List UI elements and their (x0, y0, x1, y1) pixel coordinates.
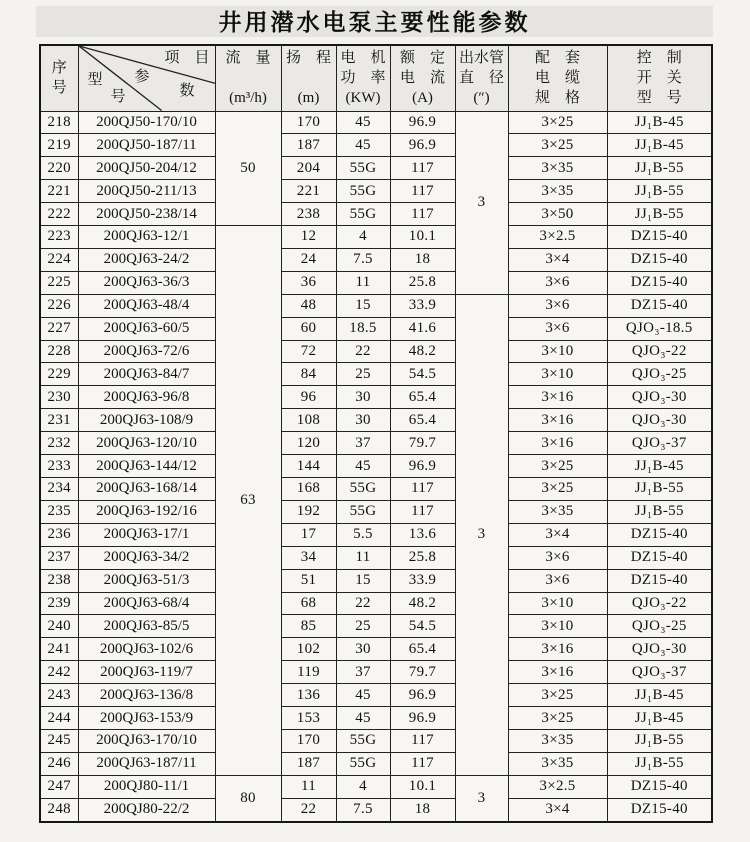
cell-rated-current: 54.5 (390, 363, 455, 386)
cell-model: 200QJ63-12/1 (78, 226, 215, 249)
header-col-outlet (455, 45, 508, 111)
cell-cable-spec: 3×50 (508, 203, 607, 226)
cell-serial: 246 (40, 752, 78, 775)
cell-head: 144 (281, 455, 336, 478)
header-line: 电 机 (340, 50, 386, 67)
cell-serial: 233 (40, 455, 78, 478)
cell-head: 221 (281, 180, 336, 203)
cell-switch-model: JJ₁B-45 (607, 111, 712, 134)
cell-rated-current: 117 (390, 157, 455, 180)
cell-motor-power: 30 (336, 386, 390, 409)
cell-motor-power: 15 (336, 569, 390, 592)
cell-rated-current: 117 (390, 729, 455, 752)
cell-head: 187 (281, 134, 336, 157)
cell-rated-current: 18 (390, 248, 455, 271)
cell-switch-model: DZ15-40 (607, 798, 712, 822)
cell-rated-current: 65.4 (390, 409, 455, 432)
cell-serial: 229 (40, 363, 78, 386)
cell-cable-spec: 3×2.5 (508, 775, 607, 798)
table-row (40, 569, 712, 592)
cell-model: 200QJ50-187/11 (78, 134, 215, 157)
cell-serial: 231 (40, 409, 78, 432)
cell-motor-power: 55G (336, 180, 390, 203)
header-line: 流 量 (225, 50, 271, 67)
cell-switch-model: QJO₃-30 (607, 409, 712, 432)
cell-motor-power: 11 (336, 546, 390, 569)
header-line (216, 68, 281, 88)
header-line: 电 流 (399, 70, 445, 87)
cell-motor-power: 45 (336, 111, 390, 134)
cell-model: 200QJ63-187/11 (78, 752, 215, 775)
cell-rated-current: 96.9 (390, 111, 455, 134)
cell-model: 200QJ63-144/12 (78, 455, 215, 478)
table-row (40, 180, 712, 203)
header-line (282, 68, 336, 88)
table-row (40, 546, 712, 569)
cell-motor-power: 25 (336, 363, 390, 386)
cell-head: 85 (281, 615, 336, 638)
cell-rated-current: 96.9 (390, 707, 455, 730)
table-row (40, 409, 712, 432)
cell-rated-current: 117 (390, 203, 455, 226)
pump-parameters-table (39, 44, 713, 823)
cell-head: 36 (281, 271, 336, 294)
cell-serial: 221 (40, 180, 78, 203)
cell-model: 200QJ50-238/14 (78, 203, 215, 226)
cell-cable-spec: 3×10 (508, 340, 607, 363)
cell-serial: 225 (40, 271, 78, 294)
table-row (40, 271, 712, 294)
header-line: (A) (412, 90, 433, 107)
header-line: 开 关 (636, 70, 682, 87)
cell-motor-power: 45 (336, 707, 390, 730)
cell-head: 238 (281, 203, 336, 226)
cell-head: 60 (281, 317, 336, 340)
cell-head: 120 (281, 432, 336, 455)
cell-motor-power: 37 (336, 432, 390, 455)
cell-cable-spec: 3×6 (508, 569, 607, 592)
cell-cable-spec: 3×16 (508, 409, 607, 432)
cell-rated-current: 25.8 (390, 271, 455, 294)
cell-cable-spec: 3×6 (508, 546, 607, 569)
cell-rated-current: 13.6 (390, 523, 455, 546)
table-row (40, 500, 712, 523)
cell-switch-model: JJ₁B-45 (607, 707, 712, 730)
table-row (40, 707, 712, 730)
cell-motor-power: 15 (336, 294, 390, 317)
cell-cable-spec: 3×25 (508, 134, 607, 157)
cell-motor-power: 4 (336, 226, 390, 249)
cell-rated-current: 33.9 (390, 294, 455, 317)
cell-model: 200QJ80-11/1 (78, 775, 215, 798)
table-row (40, 798, 712, 822)
cell-motor-power: 45 (336, 455, 390, 478)
table-row (40, 157, 712, 180)
cell-motor-power: 30 (336, 409, 390, 432)
header-line: 直 径 (458, 70, 504, 87)
diagonal-label-model-top: 型 (87, 72, 103, 88)
cell-cable-spec: 3×35 (508, 729, 607, 752)
table-row (40, 432, 712, 455)
cell-serial: 235 (40, 500, 78, 523)
cell-head: 84 (281, 363, 336, 386)
cell-switch-model: DZ15-40 (607, 523, 712, 546)
cell-motor-power: 37 (336, 661, 390, 684)
header-line: (KW) (345, 90, 381, 107)
cell-cable-spec: 3×16 (508, 386, 607, 409)
table-row (40, 363, 712, 386)
cell-model: 200QJ50-211/13 (78, 180, 215, 203)
cell-switch-model: QJO₃-18.5 (607, 317, 712, 340)
cell-head: 170 (281, 111, 336, 134)
cell-rated-current: 96.9 (390, 455, 455, 478)
table-row (40, 775, 712, 798)
cell-serial: 224 (40, 248, 78, 271)
cell-cable-spec: 3×10 (508, 592, 607, 615)
header-line: 功 率 (340, 70, 386, 87)
diagonal-label-model-bottom: 号 (110, 89, 126, 105)
cell-switch-model: JJ₁B-55 (607, 500, 712, 523)
cell-switch-model: QJO₃-30 (607, 638, 712, 661)
cell-cable-spec: 3×16 (508, 432, 607, 455)
cell-motor-power: 18.5 (336, 317, 390, 340)
cell-switch-model: JJ₁B-55 (607, 752, 712, 775)
cell-head: 34 (281, 546, 336, 569)
cell-rated-current: 79.7 (390, 661, 455, 684)
cell-switch-model: JJ₁B-45 (607, 684, 712, 707)
cell-switch-model: QJO₃-25 (607, 615, 712, 638)
header-line: 型 号 (636, 90, 682, 107)
cell-motor-power: 45 (336, 134, 390, 157)
cell-head: 11 (281, 775, 336, 798)
cell-head: 68 (281, 592, 336, 615)
cell-rated-current: 41.6 (390, 317, 455, 340)
cell-rated-current: 54.5 (390, 615, 455, 638)
cell-rated-current: 48.2 (390, 592, 455, 615)
cell-motor-power: 25 (336, 615, 390, 638)
cell-switch-model: QJO₃-22 (607, 592, 712, 615)
header-serial-line1: 序 (51, 60, 67, 77)
cell-serial: 238 (40, 569, 78, 592)
cell-motor-power: 22 (336, 340, 390, 363)
cell-model: 200QJ63-36/3 (78, 271, 215, 294)
cell-cable-spec: 3×25 (508, 111, 607, 134)
cell-serial: 234 (40, 478, 78, 501)
cell-head: 12 (281, 226, 336, 249)
cell-serial: 241 (40, 638, 78, 661)
table-row (40, 684, 712, 707)
cell-model: 200QJ63-17/1 (78, 523, 215, 546)
cell-switch-model: JJ₁B-55 (607, 203, 712, 226)
cell-serial: 244 (40, 707, 78, 730)
cell-switch-model: JJ₁B-45 (607, 455, 712, 478)
cell-cable-spec: 3×35 (508, 500, 607, 523)
cell-rated-current: 65.4 (390, 386, 455, 409)
table-row (40, 455, 712, 478)
cell-switch-model: JJ₁B-45 (607, 134, 712, 157)
cell-switch-model: QJO₃-37 (607, 432, 712, 455)
cell-motor-power: 55G (336, 203, 390, 226)
cell-head: 108 (281, 409, 336, 432)
cell-cable-spec: 3×6 (508, 294, 607, 317)
cell-model: 200QJ63-84/7 (78, 363, 215, 386)
table-row (40, 729, 712, 752)
table-row (40, 752, 712, 775)
table-row (40, 111, 712, 134)
cell-switch-model: JJ₁B-55 (607, 478, 712, 501)
cell-motor-power: 55G (336, 752, 390, 775)
cell-head: 17 (281, 523, 336, 546)
cell-model: 200QJ63-85/5 (78, 615, 215, 638)
diagonal-label-item: 项 目 (164, 50, 210, 66)
cell-motor-power: 11 (336, 271, 390, 294)
cell-model: 200QJ63-24/2 (78, 248, 215, 271)
cell-flow-merged: 80 (215, 775, 281, 822)
cell-model: 200QJ63-68/4 (78, 592, 215, 615)
cell-serial: 228 (40, 340, 78, 363)
cell-switch-model: DZ15-40 (607, 294, 712, 317)
table-row (40, 317, 712, 340)
cell-switch-model: DZ15-40 (607, 775, 712, 798)
header-line: 电 缆 (534, 70, 580, 87)
cell-head: 170 (281, 729, 336, 752)
cell-cable-spec: 3×16 (508, 638, 607, 661)
cell-cable-spec: 3×10 (508, 615, 607, 638)
cell-motor-power: 55G (336, 478, 390, 501)
cell-head: 102 (281, 638, 336, 661)
header-line: 扬 程 (285, 50, 331, 67)
cell-serial: 227 (40, 317, 78, 340)
header-row (40, 45, 712, 111)
cell-motor-power: 55G (336, 500, 390, 523)
cell-head: 51 (281, 569, 336, 592)
cell-serial: 223 (40, 226, 78, 249)
cell-cable-spec: 3×6 (508, 271, 607, 294)
cell-motor-power: 22 (336, 592, 390, 615)
cell-cable-spec: 3×25 (508, 478, 607, 501)
header-serial (40, 45, 78, 111)
cell-serial: 232 (40, 432, 78, 455)
cell-cable-spec: 3×4 (508, 523, 607, 546)
cell-serial: 230 (40, 386, 78, 409)
cell-cable-spec: 3×2.5 (508, 226, 607, 249)
header-line: (m³/h) (229, 90, 267, 107)
cell-cable-spec: 3×4 (508, 248, 607, 271)
cell-serial: 245 (40, 729, 78, 752)
cell-serial: 239 (40, 592, 78, 615)
cell-motor-power: 30 (336, 638, 390, 661)
table-row (40, 638, 712, 661)
cell-rated-current: 48.2 (390, 340, 455, 363)
cell-switch-model: JJ₁B-55 (607, 729, 712, 752)
cell-head: 168 (281, 478, 336, 501)
cell-head: 204 (281, 157, 336, 180)
header-col-cable (508, 45, 607, 111)
cell-head: 48 (281, 294, 336, 317)
cell-head: 192 (281, 500, 336, 523)
cell-switch-model: JJ₁B-55 (607, 157, 712, 180)
cell-rated-current: 117 (390, 752, 455, 775)
cell-rated-current: 65.4 (390, 638, 455, 661)
cell-switch-model: DZ15-40 (607, 569, 712, 592)
cell-model: 200QJ63-96/8 (78, 386, 215, 409)
header-line: 配 套 (534, 50, 580, 67)
cell-rated-current: 117 (390, 500, 455, 523)
cell-model: 200QJ80-22/2 (78, 798, 215, 822)
cell-rated-current: 96.9 (390, 684, 455, 707)
table-row (40, 248, 712, 271)
cell-head: 96 (281, 386, 336, 409)
cell-model: 200QJ50-204/12 (78, 157, 215, 180)
table-row (40, 203, 712, 226)
cell-model: 200QJ63-120/10 (78, 432, 215, 455)
cell-serial: 218 (40, 111, 78, 134)
cell-model: 200QJ63-34/2 (78, 546, 215, 569)
cell-switch-model: QJO₃-25 (607, 363, 712, 386)
table-row (40, 340, 712, 363)
cell-serial: 220 (40, 157, 78, 180)
cell-motor-power: 45 (336, 684, 390, 707)
cell-motor-power: 55G (336, 729, 390, 752)
table-row (40, 523, 712, 546)
cell-model: 200QJ63-170/10 (78, 729, 215, 752)
cell-cable-spec: 3×4 (508, 798, 607, 822)
cell-cable-spec: 3×16 (508, 661, 607, 684)
cell-rated-current: 96.9 (390, 134, 455, 157)
cell-serial: 237 (40, 546, 78, 569)
cell-motor-power: 55G (336, 157, 390, 180)
cell-cable-spec: 3×35 (508, 180, 607, 203)
cell-model: 200QJ63-60/5 (78, 317, 215, 340)
cell-serial: 240 (40, 615, 78, 638)
cell-cable-spec: 3×35 (508, 752, 607, 775)
cell-motor-power: 5.5 (336, 523, 390, 546)
table-row (40, 478, 712, 501)
table-row (40, 592, 712, 615)
cell-cable-spec: 3×6 (508, 317, 607, 340)
cell-motor-power: 7.5 (336, 798, 390, 822)
table-row (40, 615, 712, 638)
header-diagonal-cell (78, 45, 215, 111)
cell-motor-power: 4 (336, 775, 390, 798)
header-line: (″) (473, 90, 490, 107)
header-col-head (281, 45, 336, 111)
cell-serial: 219 (40, 134, 78, 157)
cell-switch-model: DZ15-40 (607, 226, 712, 249)
header-serial-line2: 号 (51, 80, 67, 97)
cell-serial: 247 (40, 775, 78, 798)
cell-model: 200QJ63-102/6 (78, 638, 215, 661)
cell-cable-spec: 3×25 (508, 707, 607, 730)
table-row (40, 386, 712, 409)
header-col-flow (215, 45, 281, 111)
table-row (40, 661, 712, 684)
cell-model: 200QJ63-48/4 (78, 294, 215, 317)
cell-model: 200QJ63-72/6 (78, 340, 215, 363)
table-row (40, 134, 712, 157)
cell-model: 200QJ63-168/14 (78, 478, 215, 501)
cell-head: 153 (281, 707, 336, 730)
cell-rated-current: 117 (390, 180, 455, 203)
cell-model: 200QJ63-119/7 (78, 661, 215, 684)
header-col-power (336, 45, 390, 111)
cell-cable-spec: 3×35 (508, 157, 607, 180)
cell-head: 24 (281, 248, 336, 271)
cell-serial: 248 (40, 798, 78, 822)
cell-switch-model: DZ15-40 (607, 271, 712, 294)
page-title: 井用潜水电泵主要性能参数 (36, 6, 713, 37)
cell-cable-spec: 3×25 (508, 455, 607, 478)
header-col-switch (607, 45, 712, 111)
cell-serial: 222 (40, 203, 78, 226)
cell-cable-spec: 3×10 (508, 363, 607, 386)
cell-switch-model: JJ₁B-55 (607, 180, 712, 203)
header-line: 控 制 (636, 50, 682, 67)
cell-rated-current: 117 (390, 478, 455, 501)
cell-rated-current: 18 (390, 798, 455, 822)
cell-rated-current: 79.7 (390, 432, 455, 455)
cell-head: 187 (281, 752, 336, 775)
table-body (40, 111, 712, 822)
cell-model: 200QJ63-51/3 (78, 569, 215, 592)
table-row (40, 294, 712, 317)
cell-switch-model: QJO₃-22 (607, 340, 712, 363)
header-line: (m) (297, 90, 320, 107)
header-line: 规 格 (534, 90, 580, 107)
header-line: 额 定 (399, 50, 445, 67)
cell-outlet-merged: 3 (455, 294, 508, 775)
diagonal-label-param-left: 参 (134, 69, 150, 85)
header-col-current (390, 45, 455, 111)
diagonal-label-param-right: 数 (179, 83, 195, 99)
cell-serial: 242 (40, 661, 78, 684)
cell-model: 200QJ63-192/16 (78, 500, 215, 523)
cell-serial: 243 (40, 684, 78, 707)
table-row (40, 226, 712, 249)
cell-model: 200QJ63-136/8 (78, 684, 215, 707)
cell-motor-power: 7.5 (336, 248, 390, 271)
cell-switch-model: DZ15-40 (607, 248, 712, 271)
cell-rated-current: 25.8 (390, 546, 455, 569)
cell-cable-spec: 3×25 (508, 684, 607, 707)
cell-outlet-merged: 3 (455, 775, 508, 822)
cell-model: 200QJ63-108/9 (78, 409, 215, 432)
cell-head: 136 (281, 684, 336, 707)
cell-flow-merged: 50 (215, 111, 281, 226)
cell-rated-current: 10.1 (390, 775, 455, 798)
cell-flow-merged: 63 (215, 226, 281, 776)
cell-outlet-merged: 3 (455, 111, 508, 294)
cell-head: 119 (281, 661, 336, 684)
cell-switch-model: QJO₃-37 (607, 661, 712, 684)
cell-switch-model: QJO₃-30 (607, 386, 712, 409)
header-line: 出水管 (458, 50, 504, 67)
cell-head: 72 (281, 340, 336, 363)
cell-serial: 226 (40, 294, 78, 317)
cell-model: 200QJ50-170/10 (78, 111, 215, 134)
cell-head: 22 (281, 798, 336, 822)
cell-serial: 236 (40, 523, 78, 546)
cell-rated-current: 33.9 (390, 569, 455, 592)
cell-switch-model: DZ15-40 (607, 546, 712, 569)
cell-model: 200QJ63-153/9 (78, 707, 215, 730)
cell-rated-current: 10.1 (390, 226, 455, 249)
